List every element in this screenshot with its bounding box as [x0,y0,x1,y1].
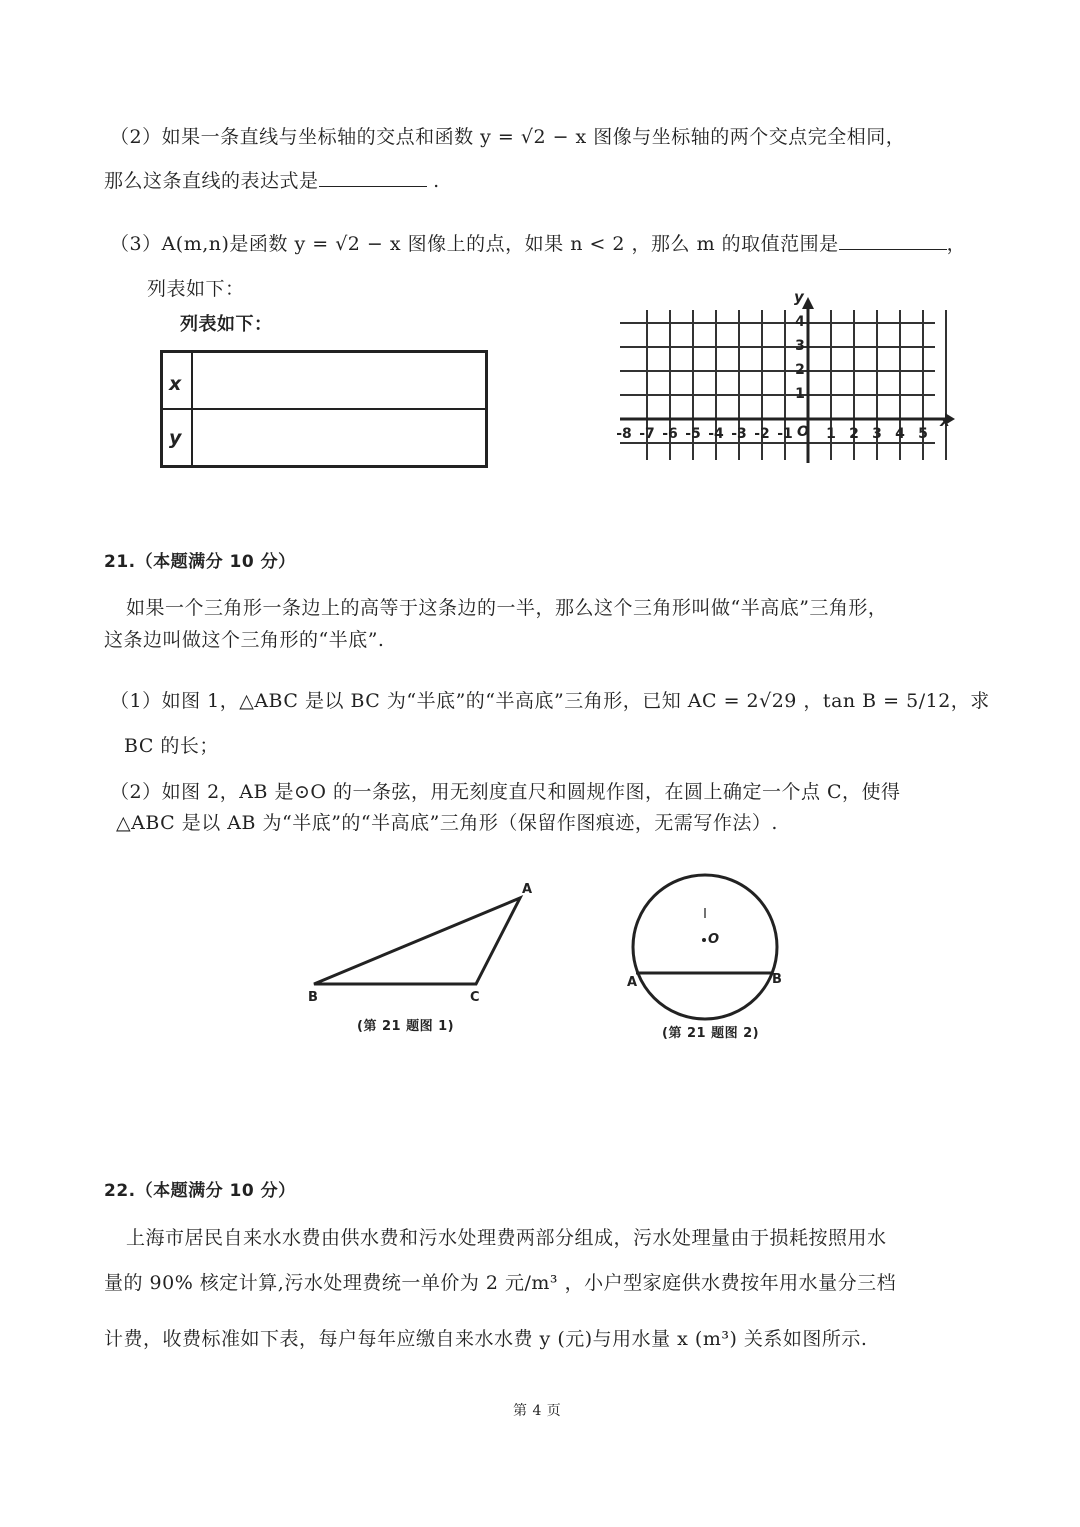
x-tick-label: -6 [662,426,678,442]
table-row-y-label: y [169,427,182,449]
fig2-label-o: O [708,932,720,947]
q22-line1: 上海市居民自来水水费由供水费和污水处理费两部分组成，污水处理量由于损耗按照用水 [126,1227,887,1249]
x-tick-label: 1 [826,426,836,442]
triangle-figure-1 [300,880,540,1000]
x-tick-label: -4 [708,426,724,442]
q22-line3: 计费，收费标准如下表，每户每年应缴自来水水费 y (元)与用水量 x (m³) 关系如图所示. [104,1328,868,1350]
fig1-label-c: C [470,990,481,1005]
q22-title: 22.（本题满分 10 分） [104,1181,296,1201]
y-tick-label: 3 [795,338,805,354]
table-row-x-label: x [169,373,182,395]
y-tick-label: 1 [795,386,805,402]
x-tick-label: 4 [895,426,905,442]
circle-figure-2 [625,870,785,1025]
fig1-label-b: B [308,990,319,1005]
grid-x-label: x [940,412,951,430]
grid-y-label: y [794,288,805,306]
q21-part2-line1: （2）如图 2，AB 是⊙O 的一条弦，用无刻度直尺和圆规作图，在圆上确定一个点 C，使得 [110,781,901,803]
table-title: 列表如下： [180,314,273,335]
q21-title: 21.（本题满分 10 分） [104,552,296,572]
value-table [160,350,488,468]
x-tick-label: -2 [754,426,770,442]
fig2-caption: (第 21 题图 2) [662,1026,760,1041]
grid-origin-label: O [797,424,809,440]
q22-line2: 量的 90% 核定计算,污水处理费统一单价为 2 元/m³ ，小户型家庭供水费按年用水量分三档 [104,1272,897,1294]
fig1-label-a: A [522,882,533,897]
list-label: 列表如下： [147,278,245,300]
x-tick-label: 5 [918,426,928,442]
q20-part3-text: （3）A(m,n)是函数 y = √2 − x 图像上的点，如果 n < 2 ，那么 m 的取值范围是 [110,233,839,255]
fig2-label-a: A [627,975,638,990]
answer-blank[interactable] [839,231,947,250]
x-tick-label: 2 [849,426,859,442]
q20-part2-line1: （2）如果一条直线与坐标轴的交点和函数 y = √2 − x 图像与坐标轴的两个交点完全相同， [110,126,906,148]
x-tick-label: -8 [616,426,632,442]
q21-intro-line2: 这条边叫做这个三角形的“半底”. [104,629,385,651]
comma: ， [946,233,967,255]
q21-intro-line1: 如果一个三角形一条边上的高等于这条边的一半，那么这个三角形叫做“半高底”三角形， [126,597,888,619]
q20-part2-text: 那么这条直线的表达式是 [104,170,319,192]
period: . [433,170,440,192]
q21-part2-line2: △ABC 是以 AB 为“半底”的“半高底”三角形（保留作图痕迹，无需写作法）. [116,812,778,834]
q21-part1-line1: （1）如图 1，△ABC 是以 BC 为“半底”的“半高底”三角形，已知 AC = 2√29 ，tan B = 5/12，求 [110,690,990,712]
fig1-caption: (第 21 题图 1) [357,1019,455,1034]
answer-blank[interactable] [319,168,427,187]
q21-part1-line2: BC 的长； [124,735,219,757]
x-tick-label: -7 [639,426,655,442]
x-tick-label: -1 [777,426,793,442]
x-tick-label: -3 [731,426,747,442]
y-tick-label: 4 [795,314,805,330]
x-tick-label: -5 [685,426,701,442]
q20-part3-line1 [110,229,966,256]
y-tick-label: 2 [795,362,805,378]
fig2-label-b: B [772,972,783,987]
q20-part2-line2 [104,166,440,193]
x-tick-label: 3 [872,426,882,442]
page-number: 第 4 页 [513,1403,562,1419]
